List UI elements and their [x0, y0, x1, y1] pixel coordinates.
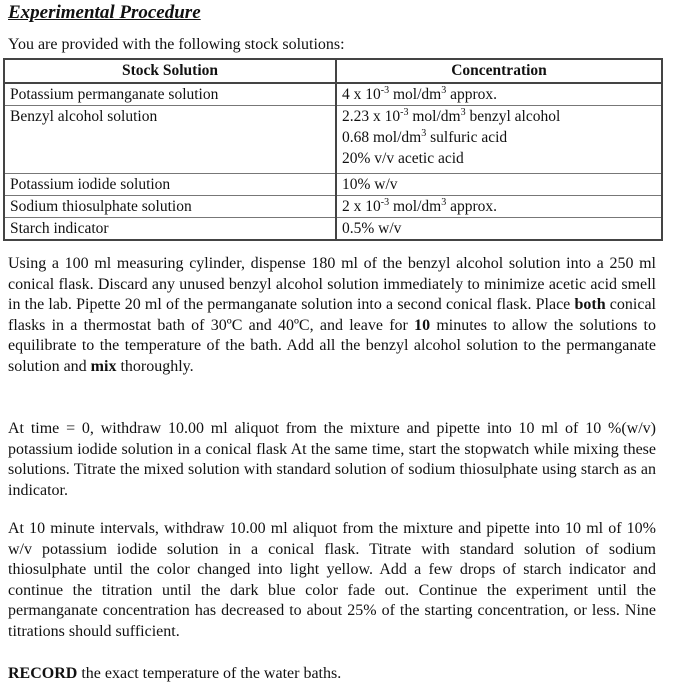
- page-title: Experimental Procedure: [8, 2, 201, 23]
- table-row: [4, 218, 662, 241]
- solution-concentration: 10% w/v: [336, 174, 662, 196]
- header-stock-solution: Stock Solution: [4, 59, 336, 83]
- header-concentration: Concentration: [336, 59, 662, 83]
- table-row: [4, 106, 662, 174]
- table-row: [4, 83, 662, 106]
- solution-concentration: 0.5% w/v: [336, 218, 662, 241]
- concentration-line: 20% v/v acetic acid: [342, 150, 464, 167]
- table-row: [4, 196, 662, 218]
- solution-concentration: 2 x $10^{-3}$ mol/$dm^3$ approx.: [336, 196, 662, 218]
- procedure-paragraph-3: At 10 minute intervals, withdraw 10.00 ml aliquot from the mixture and pipette into 10 ml of 10% w/v potassium iodide solution in a conical flask. Titrate with standard solution of sodium thiosulphate until the color changed into light yellow. Add a few drops of starch indicator and continue the titration until the dark blue color fade out. Continue the experiment until the permanganate concentration has decreased to about 25% of the starting concentration, or less. Nine titrations should sufficient.: [8, 520, 656, 640]
- solution-concentration: 4 x $10^{-3}$ mol/$dm^3$ approx.: [336, 83, 662, 106]
- procedure-paragraph-2: At time = 0, withdraw 10.00 ml aliquot from the mixture and pipette into 10 ml of 10 %(w/v) potassium iodide solution in a conical flask At the same time, start the stopwatch while mixing these solutions. Titrate the mixed solution with standard solution of sodium thiosulphate using starch as an indicator.: [8, 420, 656, 499]
- concentration-line: 2.23 x $10^{-3}$ mol/$dm^3$ benzyl alcohol: [342, 107, 561, 125]
- solution-name: Potassium permanganate solution: [4, 83, 336, 106]
- solution-name: Benzyl alcohol solution: [4, 106, 336, 174]
- table-header-row: [4, 59, 662, 83]
- solution-concentration: [336, 106, 662, 174]
- solution-name: Sodium thiosulphate solution: [4, 196, 336, 218]
- intro-text: You are provided with the following stock solutions:: [8, 36, 345, 53]
- concentration-line: 0.68 mol/$dm^3$ sulfuric acid: [342, 128, 508, 146]
- procedure-paragraph-4: RECORD the exact temperature of the water baths.: [8, 665, 342, 682]
- solution-name: Potassium iodide solution: [4, 174, 336, 196]
- procedure-paragraph-1: Using a 100 ml measuring cylinder, dispense 180 ml of the benzyl alcohol solution into a 250 ml conical flask. Discard any unused benzyl alcohol solution immediately to minimize acetic acid smell in the lab. Pipette 20 ml of the permanganate solution into a second conical flask. Place both conical flasks in a thermostat bath of 30ºC and 40ºC, and leave for 10 minutes to allow the solutions to equilibrate to the temperature of the bath. Add all the benzyl alcohol solution to the permanganate solution and mix thoroughly.: [8, 255, 656, 375]
- solution-name: Starch indicator: [4, 218, 336, 241]
- stock-solutions-table: [3, 58, 663, 241]
- table-row: [4, 174, 662, 196]
